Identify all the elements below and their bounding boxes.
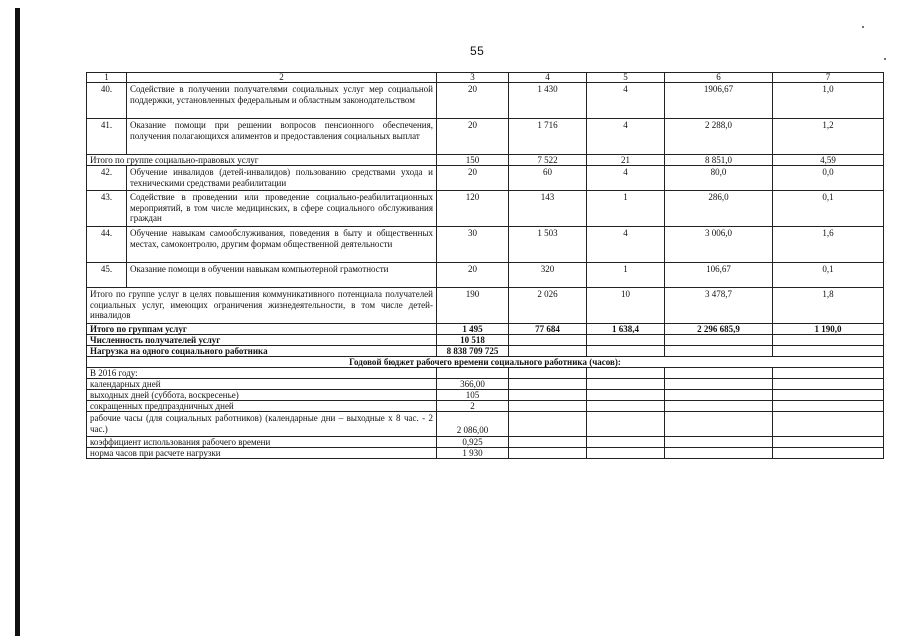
- empty-cell: [773, 368, 884, 379]
- empty-cell: [665, 390, 773, 401]
- scan-speck: [884, 58, 886, 60]
- empty-cell: [509, 412, 587, 437]
- budget-label: норма часов при расчете нагрузки: [87, 448, 437, 459]
- empty-cell: [509, 401, 587, 412]
- table-row: [87, 166, 884, 191]
- cell-col4: 1 503: [509, 227, 587, 263]
- recipients-value: 10 518: [437, 335, 509, 346]
- budget-row: [87, 390, 884, 401]
- header-cell: 3: [437, 73, 509, 83]
- load-label: Нагрузка на одного социального работника: [87, 346, 437, 357]
- budget-label: рабочие часы (для социальных работников) (календарные дни – выходные х 8 час. - 2 час.): [87, 412, 437, 437]
- subtotal-label: Итого по группе услуг в целях повышения коммуникативного потенциала получателей социальных услуг, имеющих ограничения жизнедеятельности, в том числе детей-инвалидов: [87, 288, 437, 324]
- budget-label: сокращенных предпраздничных дней: [87, 401, 437, 412]
- scan-speck: [862, 26, 864, 28]
- empty-cell: [665, 448, 773, 459]
- budget-label: календарных дней: [87, 379, 437, 390]
- load-value: 8 838 709 725: [437, 346, 509, 357]
- empty-cell: [509, 437, 587, 448]
- cell-col4: 7 522: [509, 155, 587, 166]
- recipients-label: Численность получателей услуг: [87, 335, 437, 346]
- row-number: 42.: [87, 166, 127, 191]
- cell-col7: 1,2: [773, 119, 884, 155]
- cell-col3: 1 495: [437, 324, 509, 335]
- empty-cell: [509, 346, 587, 357]
- header-cell: 5: [587, 73, 665, 83]
- budget-value: [437, 368, 509, 379]
- subtotal-row: [87, 155, 884, 166]
- empty-cell: [587, 346, 665, 357]
- cell-col4: 2 026: [509, 288, 587, 324]
- scan-edge-bar: [15, 8, 20, 636]
- cell-col7: 0,0: [773, 166, 884, 191]
- cell-col4: 77 684: [509, 324, 587, 335]
- empty-cell: [773, 401, 884, 412]
- budget-value: 2 086,00: [437, 412, 509, 437]
- empty-cell: [665, 379, 773, 390]
- service-name: Оказание помощи в обучении навыкам компьютерной грамотности: [127, 263, 437, 288]
- budget-title-row: [87, 357, 884, 368]
- cell-col3: 20: [437, 119, 509, 155]
- cell-col3: 120: [437, 191, 509, 227]
- budget-value: 0,925: [437, 437, 509, 448]
- subtotal-row: [87, 288, 884, 324]
- cell-col3: 190: [437, 288, 509, 324]
- empty-cell: [665, 368, 773, 379]
- cell-col5: 4: [587, 166, 665, 191]
- budget-value: 366,00: [437, 379, 509, 390]
- cell-col7: 1,6: [773, 227, 884, 263]
- page-number: 55: [470, 44, 485, 58]
- cell-col6: 8 851,0: [665, 155, 773, 166]
- cell-col5: 1 638,4: [587, 324, 665, 335]
- budget-label: В 2016 году:: [87, 368, 437, 379]
- budget-row: [87, 448, 884, 459]
- row-number: 43.: [87, 191, 127, 227]
- cell-col6: 2 288,0: [665, 119, 773, 155]
- empty-cell: [509, 379, 587, 390]
- service-name: Обучение навыкам самообслуживания, поведения в быту и общественных местах, самоконтролю, другим формам общественной деятельности: [127, 227, 437, 263]
- table-row: [87, 83, 884, 119]
- empty-cell: [773, 437, 884, 448]
- header-cell: 4: [509, 73, 587, 83]
- services-table: [86, 72, 884, 459]
- empty-cell: [773, 346, 884, 357]
- budget-value: 1 930: [437, 448, 509, 459]
- cell-col6: 80,0: [665, 166, 773, 191]
- row-number: 44.: [87, 227, 127, 263]
- cell-col6: 2 296 685,9: [665, 324, 773, 335]
- cell-col6: 106,67: [665, 263, 773, 288]
- cell-col3: 150: [437, 155, 509, 166]
- empty-cell: [665, 401, 773, 412]
- empty-cell: [587, 335, 665, 346]
- header-cell: 7: [773, 73, 884, 83]
- row-number: 40.: [87, 83, 127, 119]
- row-number: 41.: [87, 119, 127, 155]
- budget-row: [87, 368, 884, 379]
- header-cell: 6: [665, 73, 773, 83]
- cell-col7: 0,1: [773, 263, 884, 288]
- cell-col7: 4,59: [773, 155, 884, 166]
- cell-col4: 1 430: [509, 83, 587, 119]
- empty-cell: [587, 412, 665, 437]
- empty-cell: [773, 390, 884, 401]
- service-name: Содействие в проведении или проведение социально-реабилитационных мероприятий, в том числе медицинских, в сфере социального обслуживания граждан: [127, 191, 437, 227]
- budget-title: Годовой бюджет рабочего времени социального работника (часов):: [87, 357, 884, 368]
- empty-cell: [773, 379, 884, 390]
- empty-cell: [773, 335, 884, 346]
- cell-col6: 3 006,0: [665, 227, 773, 263]
- cell-col6: 1906,67: [665, 83, 773, 119]
- cell-col4: 60: [509, 166, 587, 191]
- header-cell: 2: [127, 73, 437, 83]
- cell-col6: 3 478,7: [665, 288, 773, 324]
- empty-cell: [773, 412, 884, 437]
- empty-cell: [665, 437, 773, 448]
- cell-col3: 20: [437, 263, 509, 288]
- empty-cell: [665, 335, 773, 346]
- table-row: [87, 263, 884, 288]
- total-label: Итого по группам услуг: [87, 324, 437, 335]
- row-number: 45.: [87, 263, 127, 288]
- table-row: [87, 191, 884, 227]
- service-name: Содействие в получении получателями социальных услуг мер социальной поддержки, установленных федеральным и областным законодательством: [127, 83, 437, 119]
- subtotal-label: Итого по группе социально-правовых услуг: [87, 155, 437, 166]
- table-row: [87, 119, 884, 155]
- budget-row: [87, 379, 884, 390]
- cell-col5: 1: [587, 191, 665, 227]
- cell-col5: 1: [587, 263, 665, 288]
- empty-cell: [773, 448, 884, 459]
- cell-col7: 1 190,0: [773, 324, 884, 335]
- cell-col3: 20: [437, 83, 509, 119]
- budget-row: [87, 437, 884, 448]
- empty-cell: [509, 368, 587, 379]
- cell-col5: 21: [587, 155, 665, 166]
- cell-col3: 20: [437, 166, 509, 191]
- empty-cell: [587, 368, 665, 379]
- header-cell: 1: [87, 73, 127, 83]
- budget-label: коэффициент использования рабочего времени: [87, 437, 437, 448]
- empty-cell: [665, 346, 773, 357]
- empty-cell: [587, 379, 665, 390]
- budget-value: 105: [437, 390, 509, 401]
- recipients-row: [87, 335, 884, 346]
- empty-cell: [587, 437, 665, 448]
- cell-col7: 1,8: [773, 288, 884, 324]
- table-row: [87, 227, 884, 263]
- cell-col5: 4: [587, 83, 665, 119]
- empty-cell: [587, 390, 665, 401]
- load-row: [87, 346, 884, 357]
- grand-total-row: [87, 324, 884, 335]
- empty-cell: [587, 401, 665, 412]
- table-header-row: [87, 73, 884, 83]
- service-name: Оказание помощи при решении вопросов пенсионного обеспечения, получения полагающихся алиментов и предоставления социальных выплат: [127, 119, 437, 155]
- budget-value: 2: [437, 401, 509, 412]
- empty-cell: [509, 335, 587, 346]
- budget-label: выходных дней (суббота, воскресенье): [87, 390, 437, 401]
- service-name: Обучение инвалидов (детей-инвалидов) пользованию средствами ухода и техническими средствами реабилитации: [127, 166, 437, 191]
- budget-row: [87, 412, 884, 437]
- cell-col4: 143: [509, 191, 587, 227]
- cell-col5: 4: [587, 227, 665, 263]
- cell-col5: 10: [587, 288, 665, 324]
- cell-col6: 286,0: [665, 191, 773, 227]
- cell-col5: 4: [587, 119, 665, 155]
- cell-col3: 30: [437, 227, 509, 263]
- empty-cell: [509, 390, 587, 401]
- empty-cell: [509, 448, 587, 459]
- cell-col4: 320: [509, 263, 587, 288]
- cell-col7: 0,1: [773, 191, 884, 227]
- empty-cell: [587, 448, 665, 459]
- budget-row: [87, 401, 884, 412]
- empty-cell: [665, 412, 773, 437]
- cell-col7: 1,0: [773, 83, 884, 119]
- cell-col4: 1 716: [509, 119, 587, 155]
